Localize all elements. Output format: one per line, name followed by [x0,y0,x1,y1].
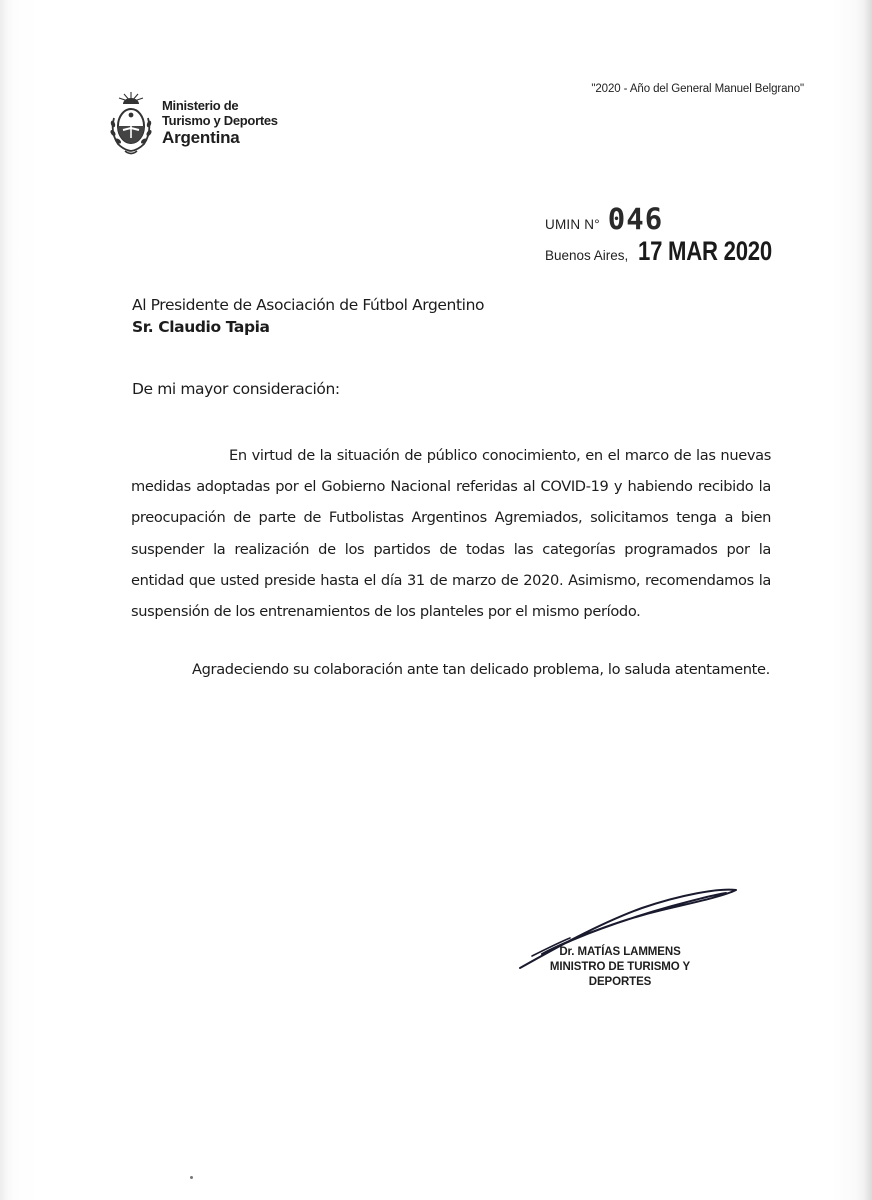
paper-speck [190,1176,193,1179]
signatory-name: Dr. MATÍAS LAMMENS [559,946,681,958]
umin-label: UMIN N° [545,217,600,232]
umin-number-stamp: 046 [607,202,664,236]
ministry-line-1: Ministerio de [162,98,239,113]
ministry-line-3: Argentina [162,128,240,148]
addressee-line-1: Al Presidente de Asociación de Fútbol Argentino [132,296,485,314]
body-paragraph: En virtud de la situación de público conocimiento, en el marco de las nuevas medidas adoptadas por el Gobierno Nacional referidas al COVID-19 y habiendo recibido la preocupación de parte de Futbolistas Argentinos Agremiados, solicitamos tenga a bien suspender la realización de los partidos de todas las categorías programados por la entidad que usted preside hasta el día 31 de marzo de 2020. Asimismo, recomendamos la suspensión de los entrenamientos de los planteles por el mismo período. [131,447,771,621]
date-stamp: 17 MAR 2020 [638,236,773,266]
salutation: De mi mayor consideración: [132,380,340,398]
signatory-title-line-1: MINISTRO DE TURISMO Y [549,960,691,973]
addressee-block [132,294,484,338]
place-label: Buenos Aires, [545,248,629,263]
reference-number [545,202,663,236]
signatory-title-line-2: DEPORTES [588,975,652,988]
addressee-name: Sr. Claudio Tapia [132,318,270,336]
ministry-letterhead [162,99,278,147]
place-and-date [545,236,802,267]
ministry-line-2: Turismo y Deportes [162,112,278,128]
national-coat-of-arms-icon [108,88,154,160]
year-motto: "2020 - Año del General Manuel Belgrano" [591,83,804,95]
signatory-block [535,945,705,990]
closing-line: Agradeciendo su colaboración ante tan delicado problema, lo saluda atentamente. [192,661,770,678]
page-edge-shadow [864,0,872,1200]
